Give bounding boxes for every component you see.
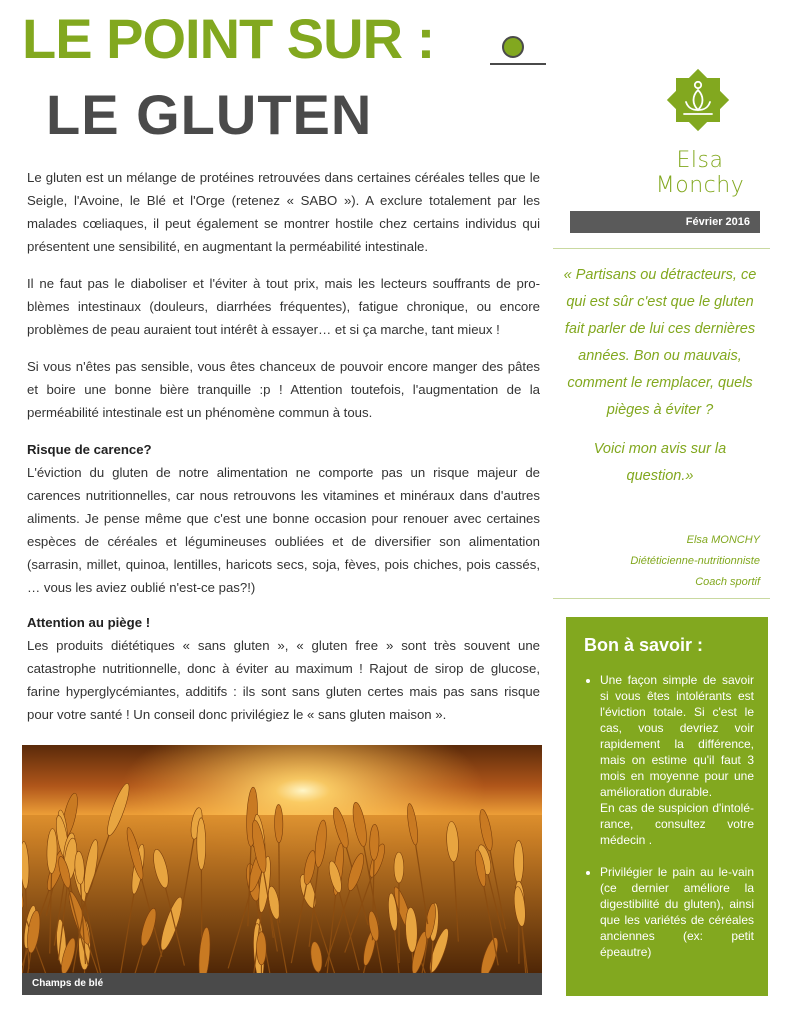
divider-top [553, 248, 770, 249]
tips-box [566, 617, 768, 996]
tip-item [600, 672, 754, 848]
title-line-1: LE POINT SUR : [22, 7, 435, 70]
article-paragraph: Il ne faut pas le diaboliser et l'éviter à tout prix, mais les lecteurs souffrants de pro-blèmes intestinaux (douleurs, diarrhées fréquentes), fatigue chronique, ou encore problèmes de peau auraient tout intérêt à essayer… et si ça marche, tant mieux ! [27, 276, 540, 337]
wheat-field-photo [22, 745, 542, 973]
signature [570, 530, 760, 593]
section-heading: Attention au piège ! [27, 615, 151, 630]
tip-item: • Privilégier le pain au le-vain (ce dernier améliore la digestibilité du gluten), ainsi que les variétés de céréales anciennes (ex: petit épeautre) [600, 864, 754, 960]
section-text: L'éviction du gluten de notre alimentation ne comporte pas un risque majeur de carences nutritionnelles, car nous retrouvons les vitamines et minéraux dans d'autres aliments. Je pense même que c'est une bonne occasion pour renouer avec certaines espèces de céréales et légumineuses oubliées et de diversifier son alimentation (sarrasin, millet, quinoa, lentilles, haricots secs, soja, fèves, pois chiches, pois cassés, … vous les aviez oublié n'est-ce pas?!) [27, 465, 540, 595]
signature-role: Diététicienne-nutritionniste [630, 555, 760, 567]
signature-role-2: Coach sportif [695, 576, 760, 588]
tips-title: Bon à savoir : [584, 635, 704, 655]
tips-list [584, 672, 754, 960]
title-dot-icon [490, 35, 546, 67]
title-line-2: LE GLUTEN [46, 83, 373, 146]
article-paragraph: Si vous n'êtes pas sensible, vous êtes chanceux de pouvoir encore manger des pâtes et boire une bonne bière tranquille :p ! Attention toutefois, l'augmentation de la perméabilité intestinale est un phénomène commun à tous. [27, 359, 540, 420]
lotus-logo-icon [662, 64, 734, 136]
signature-name: Elsa MONCHY [686, 534, 760, 546]
pull-quote-conclusion: Voici mon avis sur la question.» [593, 441, 727, 484]
section-text: Les produits diététiques « sans gluten », « gluten free » sont très souvent une catastrophe nutritionnelle, donc à éviter au maximum ! Rajout de sirop de glucose, farine hyperglycémiantes, additifs : ils sont sans gluten certes mais pas sans risque pour votre santé ! Un conseil donc privilégiez le « sans gluten maison ». [27, 638, 540, 722]
article-paragraph: Le gluten est un mélange de protéines retrouvées dans certaines céréales telles que le Seigle, l'Avoine, le Blé et l'Orge (retenez « SABO »). A exclure totalement par les malades cœliaques, il peut également se montrer hostile chez certains individus qui présentent une sensibilité, en augmentant la perméabilité intestinale. [27, 170, 540, 254]
tip-item-text: Une façon simple de savoir si vous êtes intolérants est l'éviction totale. Si c'est le cas, vous devriez voir rapidement la différence, mais on estime qu'il faut 3 mois en moyenne pour une amélioration durable. [600, 673, 754, 799]
article-body [27, 166, 540, 738]
divider-bottom [553, 598, 770, 599]
photo-caption: Champs de blé [22, 973, 542, 995]
pull-quote [560, 262, 760, 490]
pull-quote-text: « Partisans ou détracteurs, ce qui est sûr c'est que le gluten fait parler de lui ces dernières années. Bon ou mauvais, comment le remplacer, quels pièges à éviter ? [563, 267, 757, 418]
tip-item-extra: En cas de suspicion d'intolé-rance, consultez votre médecin . [600, 801, 754, 847]
section-heading: Risque de carence? [27, 442, 152, 457]
brand-name: Elsa Monchy [655, 148, 745, 198]
issue-date: Février 2016 [570, 211, 760, 233]
